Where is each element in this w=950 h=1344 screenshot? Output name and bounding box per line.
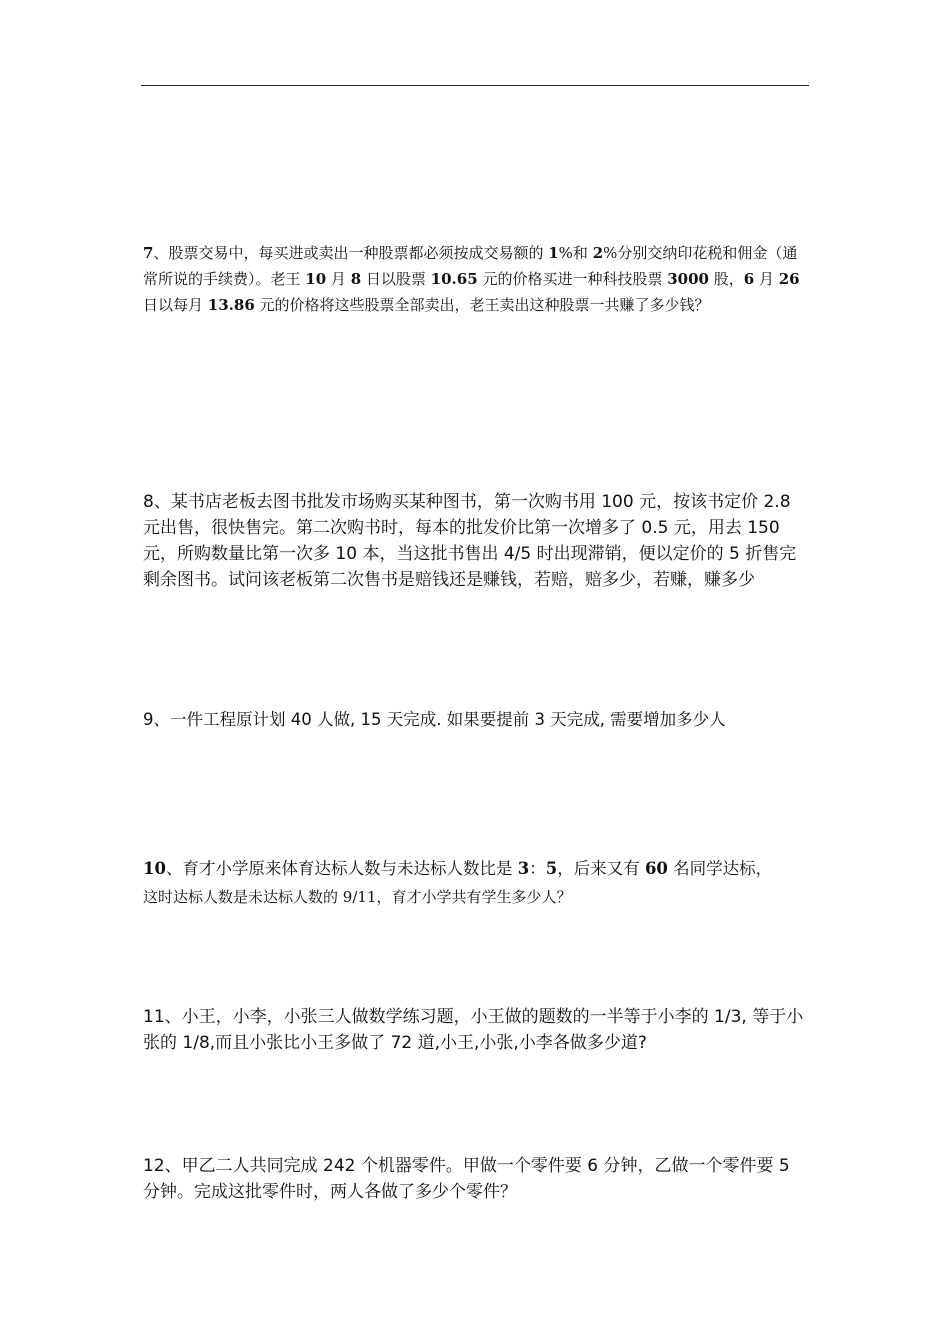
- q10-text: ，后来又有: [557, 859, 645, 878]
- q10-text: 、育才小学原来体育达标人数与未达标人数比是: [165, 859, 518, 878]
- q7-num: 2: [592, 244, 604, 262]
- question-9: 9、一件工程原计划 40 人做, 15 天完成. 如果要提前 3 天完成, 需要增加多少人: [143, 710, 726, 729]
- q10-num: 5: [545, 859, 558, 878]
- q7-num: 10.65: [430, 270, 478, 288]
- q7-text: 元的价格将这些股票全部卖出，老王卖出这种股票一共赚了多少钱？: [254, 296, 710, 314]
- question-7: [143, 240, 809, 318]
- header-rule: [141, 85, 809, 86]
- q7-num: 10: [305, 270, 327, 288]
- q7-text: 股，: [708, 270, 744, 288]
- q10-num: 3: [517, 859, 530, 878]
- question-12: 12、甲乙二人共同完成 242 个机器零件。甲做一个零件要 6 分钟，乙做一个零件要 5 分钟。完成这批零件时，两人各做了多少个零件？: [143, 1156, 790, 1202]
- q7-num: 3000: [667, 270, 709, 288]
- q10-number: 10: [143, 859, 166, 878]
- question-8: 8、某书店老板去图书批发市场购买某种图书，第一次购书用 100 元，按该书定价 2.8 元出售，很快售完。第二次购书时，每本的批发价比第一次增多了 0.5 元，用去 150 元，所购数量比第一次多 10 本，当这批书售出 4/5 时出现滞销，便以定价的 5 折售完剩余图书。试问该老板第二次售书是赔钱还是赚钱，若赔，赔多少，若赚，赚多少: [143, 492, 797, 590]
- q7-text: %分别交纳印花税和佣金（通常所说的手续费）。老王: [143, 244, 798, 288]
- q7-text: 月: [754, 270, 779, 288]
- question-11: 11、小王，小李，小张三人做数学练习题，小王做的题数的一半等于小李的 1/3, 等于小张的 1/8,而且小张比小王多做了 72 道,小王,小张,小李各做多少道?: [143, 1007, 804, 1053]
- q7-num: 8: [350, 270, 362, 288]
- q7-text: 元的价格买进一种科技股票: [477, 270, 668, 288]
- q7-text: 、股票交易中，每买进或卖出一种股票都必须按成交易额的: [153, 244, 549, 262]
- q10-num: 60: [644, 859, 668, 878]
- q10-text: ：: [529, 859, 546, 878]
- q7-num: 1: [548, 244, 559, 262]
- q10-text: 这时达标人数是未达标人数的 9/11，育才小学共有学生多少人？: [143, 888, 572, 906]
- q7-num: 13.86: [207, 296, 255, 314]
- q7-number: 7: [143, 244, 154, 262]
- q10-text: 名同学达标，: [667, 859, 773, 878]
- q7-num: 6: [743, 270, 755, 288]
- q7-text: 日以每月: [143, 296, 208, 314]
- q7-text: 日以股票: [361, 270, 431, 288]
- question-10: [143, 855, 809, 911]
- q7-text: 月: [326, 270, 351, 288]
- q7-num: 26: [778, 270, 800, 288]
- q7-text: %和: [558, 244, 593, 262]
